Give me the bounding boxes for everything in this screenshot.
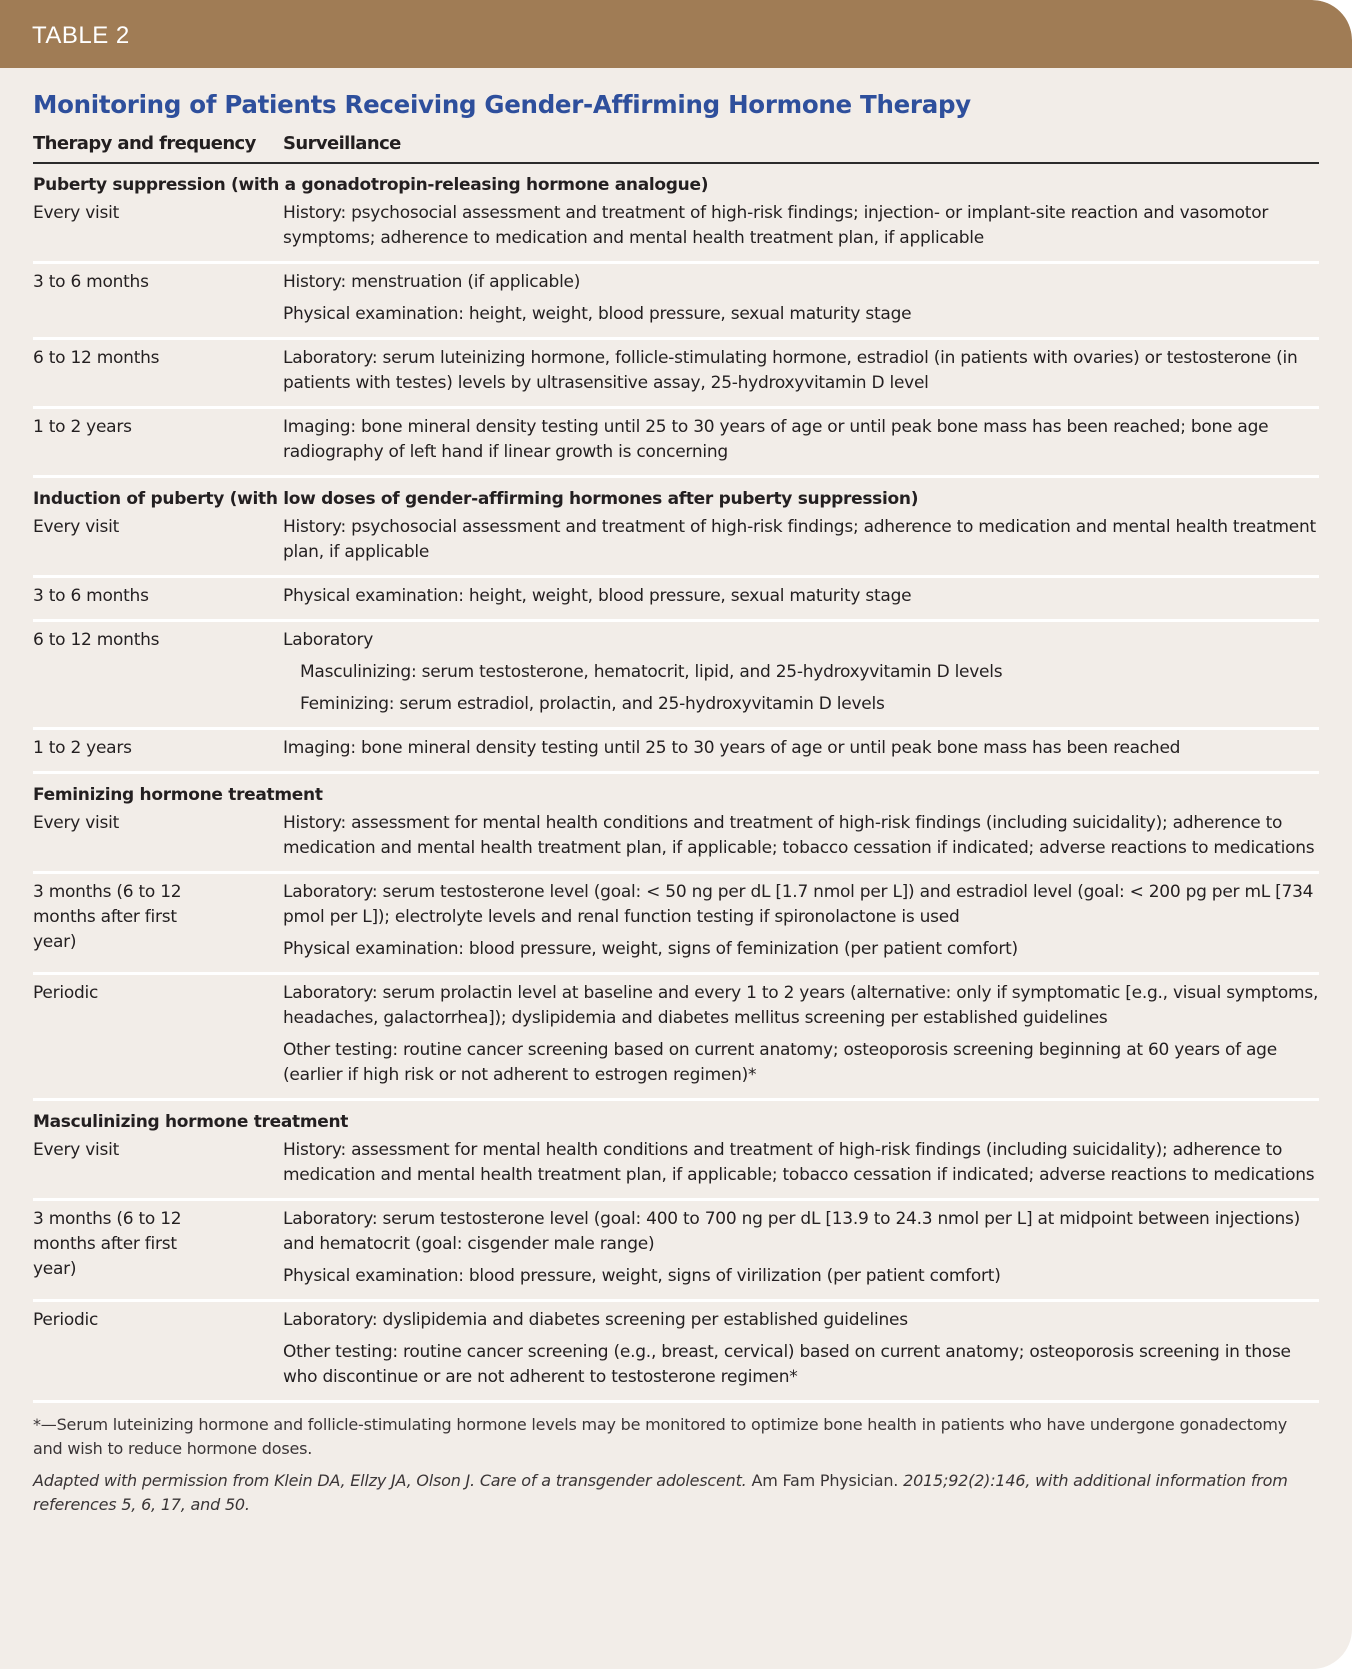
source-journal-name: Am Fam Physician. bbox=[751, 1471, 899, 1490]
source-citation-details: 2015;92(2):146, with additional information from references 5, 6, 17, and 50. bbox=[33, 1471, 1288, 1514]
table-row bbox=[33, 340, 1319, 409]
surveillance-entry: Laboratory: serum testosterone level (goal: < 50 ng per dL [1.7 nmol per L]) and estradiol level (goal: < 200 pg per mL [734 pmol per L]); electrolyte levels and renal function testing if spironolactone is used bbox=[283, 882, 1314, 927]
table-row bbox=[33, 622, 1319, 730]
surveillance-cell bbox=[283, 981, 1319, 1088]
column-header-surveillance: Surveillance bbox=[283, 133, 401, 154]
section-title: Induction of puberty (with low doses of gender-affirming hormones after puberty suppression) bbox=[33, 489, 919, 509]
surveillance-entry: Laboratory: dyslipidemia and diabetes screening per established guidelines bbox=[283, 1310, 908, 1330]
surveillance-cell bbox=[283, 880, 1319, 962]
table-row bbox=[33, 578, 1319, 622]
section-title: Masculinizing hormone treatment bbox=[33, 1112, 349, 1132]
frequency-cell: 1 to 2 years bbox=[33, 738, 132, 758]
table-row bbox=[33, 264, 1319, 340]
surveillance-entry: Imaging: bone mineral density testing until 25 to 30 years of age or until peak bone mass has been reached; bone age radiography of left hand if linear growth is concerning bbox=[283, 417, 1269, 462]
surveillance-entry: Laboratory bbox=[283, 630, 374, 650]
table-row bbox=[33, 975, 1319, 1101]
frequency-cell: Periodic bbox=[33, 1310, 99, 1330]
surveillance-entry: Laboratory: serum prolactin level at baseline and every 1 to 2 years (alternative: only if symptomatic [e.g., visual symptoms, headaches, galactorrhea]); dyslipidemia and diabetes mellitus screening per established guidelines bbox=[283, 983, 1319, 1028]
table-footnote: *—Serum luteinizing hormone and follicle-stimulating hormone levels may be monitored to optimize bone health in patients who have undergone gonadectomy and wish to reduce hormone doses. bbox=[33, 1415, 1288, 1458]
surveillance-entry: Imaging: bone mineral density testing until 25 to 30 years of age or until peak bone mass has been reached bbox=[283, 738, 1181, 758]
section-title: Feminizing hormone treatment bbox=[33, 785, 323, 805]
frequency-cell: 6 to 12 months bbox=[33, 348, 160, 368]
surveillance-cell bbox=[283, 270, 1319, 327]
table-row bbox=[33, 730, 1319, 774]
surveillance-entry: Laboratory: serum testosterone level (goal: 400 to 700 ng per dL [13.9 to 24.3 nmol per L] at midpoint between injections) and hematocrit (goal: cisgender male range) bbox=[283, 1209, 1301, 1254]
surveillance-cell bbox=[283, 628, 1319, 717]
table-header-band bbox=[0, 0, 1352, 68]
surveillance-cell bbox=[283, 415, 1319, 465]
frequency-cell: 3 months (6 to 12 months after first year) bbox=[33, 1209, 182, 1279]
surveillance-subentry-masculinizing: Masculinizing: serum testosterone, hematocrit, lipid, and 25-hydroxyvitamin D levels bbox=[300, 662, 1003, 682]
table-row bbox=[33, 874, 1319, 975]
surveillance-entry: History: assessment for mental health conditions and treatment of high-risk findings (including suicidality); adherence to medication and mental health treatment plan, if applicable; tobacco cessation if indicated; adverse reactions to medications bbox=[283, 1140, 1315, 1185]
surveillance-entry: History: assessment for mental health conditions and treatment of high-risk findings (including suicidality); adherence to medication and mental health treatment plan, if applicable; tobacco cessation if indicated; adverse reactions to medications bbox=[283, 813, 1315, 858]
surveillance-cell bbox=[283, 1138, 1319, 1188]
surveillance-cell bbox=[283, 1308, 1319, 1390]
surveillance-subentry-feminizing: Feminizing: serum estradiol, prolactin, and 25-hydroxyvitamin D levels bbox=[300, 694, 885, 714]
frequency-cell: Periodic bbox=[33, 983, 99, 1003]
surveillance-cell bbox=[283, 584, 1319, 609]
section-feminizing-hormone-treatment bbox=[33, 785, 1319, 1101]
surveillance-cell bbox=[283, 736, 1319, 761]
table-row bbox=[33, 409, 1319, 478]
column-header-therapy: Therapy and frequency bbox=[33, 133, 256, 154]
frequency-cell: Every visit bbox=[33, 1140, 119, 1160]
frequency-cell: 6 to 12 months bbox=[33, 630, 160, 650]
table-label: TABLE 2 bbox=[32, 22, 130, 49]
section-puberty-suppression bbox=[33, 175, 1319, 478]
frequency-cell: 3 months (6 to 12 months after first year) bbox=[33, 882, 182, 952]
column-headers bbox=[33, 133, 1319, 164]
table-title: Monitoring of Patients Receiving Gender-Affirming Hormone Therapy bbox=[33, 90, 971, 119]
surveillance-entry: Laboratory: serum luteinizing hormone, follicle-stimulating hormone, estradiol (in patients with ovaries) or testosterone (in patients with testes) levels by ultrasensitive assay, 25-hydroxyvitamin D level bbox=[283, 348, 1298, 393]
surveillance-entry: Physical examination: height, weight, blood pressure, sexual maturity stage bbox=[283, 304, 912, 324]
frequency-cell: 3 to 6 months bbox=[33, 272, 149, 292]
frequency-cell: 3 to 6 months bbox=[33, 586, 149, 606]
surveillance-entry: Other testing: routine cancer screening (e.g., breast, cervical) based on current anatomy; osteoporosis screening in those who discontinue or are not adherent to testosterone regimen* bbox=[283, 1342, 1291, 1387]
frequency-cell: Every visit bbox=[33, 517, 119, 537]
surveillance-cell bbox=[283, 811, 1319, 861]
table-row bbox=[33, 1201, 1319, 1302]
surveillance-cell bbox=[283, 201, 1319, 251]
table-content bbox=[0, 68, 1352, 1517]
surveillance-entry: History: psychosocial assessment and treatment of high-risk findings; injection- or implant-site reaction and vasomotor symptoms; adherence to medication and mental health treatment plan, if applicable bbox=[283, 203, 1269, 248]
table-row bbox=[33, 509, 1319, 578]
table-row bbox=[33, 805, 1319, 874]
surveillance-cell bbox=[283, 346, 1319, 396]
surveillance-cell bbox=[283, 1207, 1319, 1289]
surveillance-entry: Other testing: routine cancer screening based on current anatomy; osteoporosis screening beginning at 60 years of age (earlier if high risk or not adherent to estrogen regimen)* bbox=[283, 1040, 1277, 1085]
surveillance-entry: Physical examination: height, weight, blood pressure, sexual maturity stage bbox=[283, 586, 912, 606]
section-title: Puberty suppression (with a gonadotropin-releasing hormone analogue) bbox=[33, 175, 709, 195]
surveillance-entry: History: psychosocial assessment and treatment of high-risk findings; adherence to medication and mental health treatment plan, if applicable bbox=[283, 517, 1316, 562]
source-citation-text: Adapted with permission from Klein DA, Ellzy JA, Olson J. Care of a transgender adolescent. bbox=[33, 1471, 752, 1490]
frequency-cell: Every visit bbox=[33, 203, 119, 223]
source-citation bbox=[33, 1469, 1319, 1517]
table-row bbox=[33, 195, 1319, 264]
section-induction-of-puberty bbox=[33, 489, 1319, 774]
surveillance-cell bbox=[283, 515, 1319, 565]
surveillance-entry: History: menstruation (if applicable) bbox=[283, 272, 581, 292]
frequency-cell: Every visit bbox=[33, 813, 119, 833]
table-row bbox=[33, 1132, 1319, 1201]
surveillance-entry: Physical examination: blood pressure, weight, signs of virilization (per patient comfort) bbox=[283, 1266, 1001, 1286]
table-row bbox=[33, 1302, 1319, 1403]
section-masculinizing-hormone-treatment bbox=[33, 1112, 1319, 1403]
surveillance-entry: Physical examination: blood pressure, weight, signs of feminization (per patient comfort) bbox=[283, 939, 1018, 959]
frequency-cell: 1 to 2 years bbox=[33, 417, 132, 437]
